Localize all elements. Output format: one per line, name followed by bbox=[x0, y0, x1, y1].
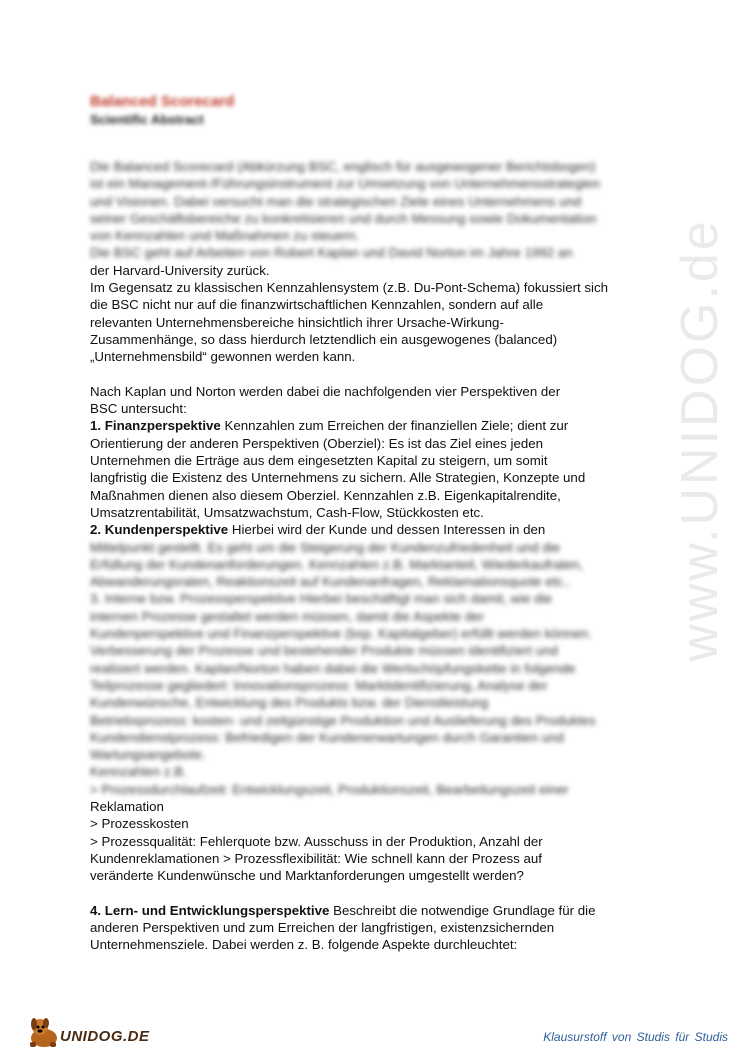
text-line: 1. Finanzperspektive Kennzahlen zum Erreichen der finanziellen Ziele; dient zur bbox=[90, 418, 569, 434]
dog-icon bbox=[24, 1014, 64, 1050]
text-line: langfristig die Existenz des Unternehmens zu sichern. Alle Strategien, Konzepte und bbox=[90, 470, 586, 486]
text-line: > Prozessqualität: Fehlerquote bzw. Ausschuss in der Produktion, Anzahl der bbox=[90, 833, 543, 849]
text-line: > Prozesskosten bbox=[90, 816, 189, 832]
footer-tagline: Klausurstoff von Studis für Studis bbox=[543, 1030, 728, 1044]
lernperspektive-heading: 4. Lern- und Entwicklungsperspektive bbox=[90, 902, 330, 918]
text-line: seiner Geschäftsbereiche zu konkretisieren und durch Messung sowie Dokumentation bbox=[90, 210, 597, 226]
kundenperspektive-section bbox=[90, 521, 680, 538]
text-line: Kundenreklamationen > Prozessflexibilität: Wie schnell kann der Prozess auf bbox=[90, 850, 542, 866]
text-line: und Visionen. Dabei versucht man die strategischen Ziele eines Unternehmens und bbox=[90, 193, 582, 209]
text-line: Im Gegensatz zu klassischen Kennzahlensystem (z.B. Du-Pont-Schema) fokussiert sich bbox=[90, 280, 609, 296]
text-line: Kundenperspektive und Finanzperspektive (bsp. Kapitalgeber) erfüllt werden können. bbox=[90, 626, 592, 642]
text-line: anderen Perspektiven und zum Erreichen der langfristigen, existenzsichernden bbox=[90, 920, 555, 936]
text-line: Kundendienstprozess: Befriedigen der Kundenerwartungen durch Garantien und bbox=[90, 729, 564, 745]
text-line: von Kennzahlen und Maßnahmen zu steuern. bbox=[90, 228, 360, 244]
text-line: Die BSC geht auf Arbeiten von Robert Kaplan und David Norton im Jahre 1992 an bbox=[90, 245, 573, 261]
text-line: BSC untersucht: bbox=[90, 401, 187, 417]
text-line: 4. Lern- und Entwicklungsperspektive Beschreibt die notwendige Grundlage für die bbox=[90, 902, 596, 918]
text-line: Die Balanced Scorecard (Abkürzung BSC, englisch für ausgewogener Berichtsbogen) bbox=[90, 159, 596, 174]
text-line: Unternehmen die Erträge aus dem eingesetzten Kapital zu steigern, um somit bbox=[90, 453, 548, 469]
text-line: Umsatzrentabilität, Umsatzwachstum, Cash-Flow, Stückkosten etc. bbox=[90, 504, 484, 520]
text-line: „Unternehmensbild“ gewonnen werden kann. bbox=[90, 349, 356, 365]
document-title: Balanced Scorecard bbox=[90, 93, 235, 110]
unidog-logo bbox=[24, 1014, 164, 1050]
text-line: Betriebsprozess: kosten- und zeitgünstige Produktion und Auslieferung des Produktes bbox=[90, 712, 596, 728]
lernperspektive-section bbox=[90, 902, 680, 954]
text-line: Mittelpunkt gestellt. Es geht um die Steigerung der Kundenzufriedenheit und die bbox=[90, 539, 561, 555]
text-line: relevanten Unternehmensbereiche hinsichtlich ihrer Ursache-Wirkung- bbox=[90, 314, 504, 330]
text-line: Verbesserung der Prozesse und bestehender Produkte müssen identifiziert und bbox=[90, 643, 558, 659]
text-line: Unternehmensziele. Dabei werden z. B. folgende Aspekte durchleuchtet: bbox=[90, 937, 518, 953]
text-line: Teilprozesse gegliedert: Innovationsprozess: Marktidentifizierung, Analyse der bbox=[90, 677, 548, 693]
text-line: veränderte Kundenwünsche und Marktanforderungen umgestellt werden? bbox=[90, 868, 524, 884]
watermark-text: www.UNIDOG.de bbox=[671, 218, 729, 662]
finanzperspektive-heading: 1. Finanzperspektive bbox=[90, 418, 221, 434]
text-line: > Prozessdurchlaufzeit: Entwicklungszeit, Produktionszeit, Bearbeitungszeit einer bbox=[90, 781, 569, 797]
text-line: Wartungsangebote. bbox=[90, 747, 206, 763]
text-line: der Harvard-University zurück. bbox=[90, 262, 270, 278]
document-body bbox=[90, 158, 680, 954]
text-line: internen Prozesse gestaltet werden müssen, damit die Aspekte der bbox=[90, 608, 484, 624]
text-line: ist ein Management-/Führungsinstrument zur Umsetzung von Unternehmensstrategien bbox=[90, 176, 600, 192]
document-subtitle: Scientific Abstract bbox=[90, 112, 204, 127]
text-line: Nach Kaplan und Norton werden dabei die nachfolgenden vier Perspektiven der bbox=[90, 383, 561, 399]
text-line: die BSC nicht nur auf die finanzwirtschaftlichen Kennzahlen, sondern auf alle bbox=[90, 297, 544, 313]
perspectives-intro bbox=[90, 383, 680, 418]
text-line: Kennzahlen z.B. bbox=[90, 764, 187, 780]
prozess-kennzahlen bbox=[90, 798, 680, 884]
text-line: Reklamation bbox=[90, 798, 164, 814]
text-line: 3. Interne bzw. Prozessperspektive Hierbei beschäftigt man sich damit, wie die bbox=[90, 591, 552, 607]
blurred-middle-block bbox=[90, 539, 680, 798]
finanzperspektive-section bbox=[90, 417, 680, 521]
kundenperspektive-heading: 2. Kundenperspektive bbox=[90, 522, 229, 538]
text-line: Kundenwünsche, Entwicklung des Produkts bzw. der Dienstleistung bbox=[90, 695, 489, 711]
blurred-intro-block bbox=[90, 158, 680, 262]
text-line: 2. Kundenperspektive Hierbei wird der Kunde und dessen Interessen in den bbox=[90, 522, 546, 538]
text-line: Maßnahmen dienen also diesem Oberziel. Kennzahlen z.B. Eigenkapitalrendite, bbox=[90, 487, 561, 503]
text-line: Zusammenhänge, so dass hierdurch letztendlich ein ausgewogenes (balanced) bbox=[90, 331, 558, 347]
text-line: Abwanderungsraten, Reaktionszeit auf Kundenanfragen, Reklamationsquote etc.. bbox=[90, 574, 571, 590]
intro-paragraph bbox=[90, 262, 680, 366]
logo-text: UNIDOG.DE bbox=[60, 1028, 150, 1045]
text-line: Orientierung der anderen Perspektiven (Oberziel): Es ist das Ziel eines jeden bbox=[90, 435, 544, 451]
text-line: Erfüllung der Kundenanforderungen. Kennzahlen z.B. Marktanteil, Wiederkaufraten, bbox=[90, 556, 584, 572]
text-line: realisiert werden. Kaplan/Norton haben dabei die Wertschöpfungskette in folgende bbox=[90, 660, 576, 676]
